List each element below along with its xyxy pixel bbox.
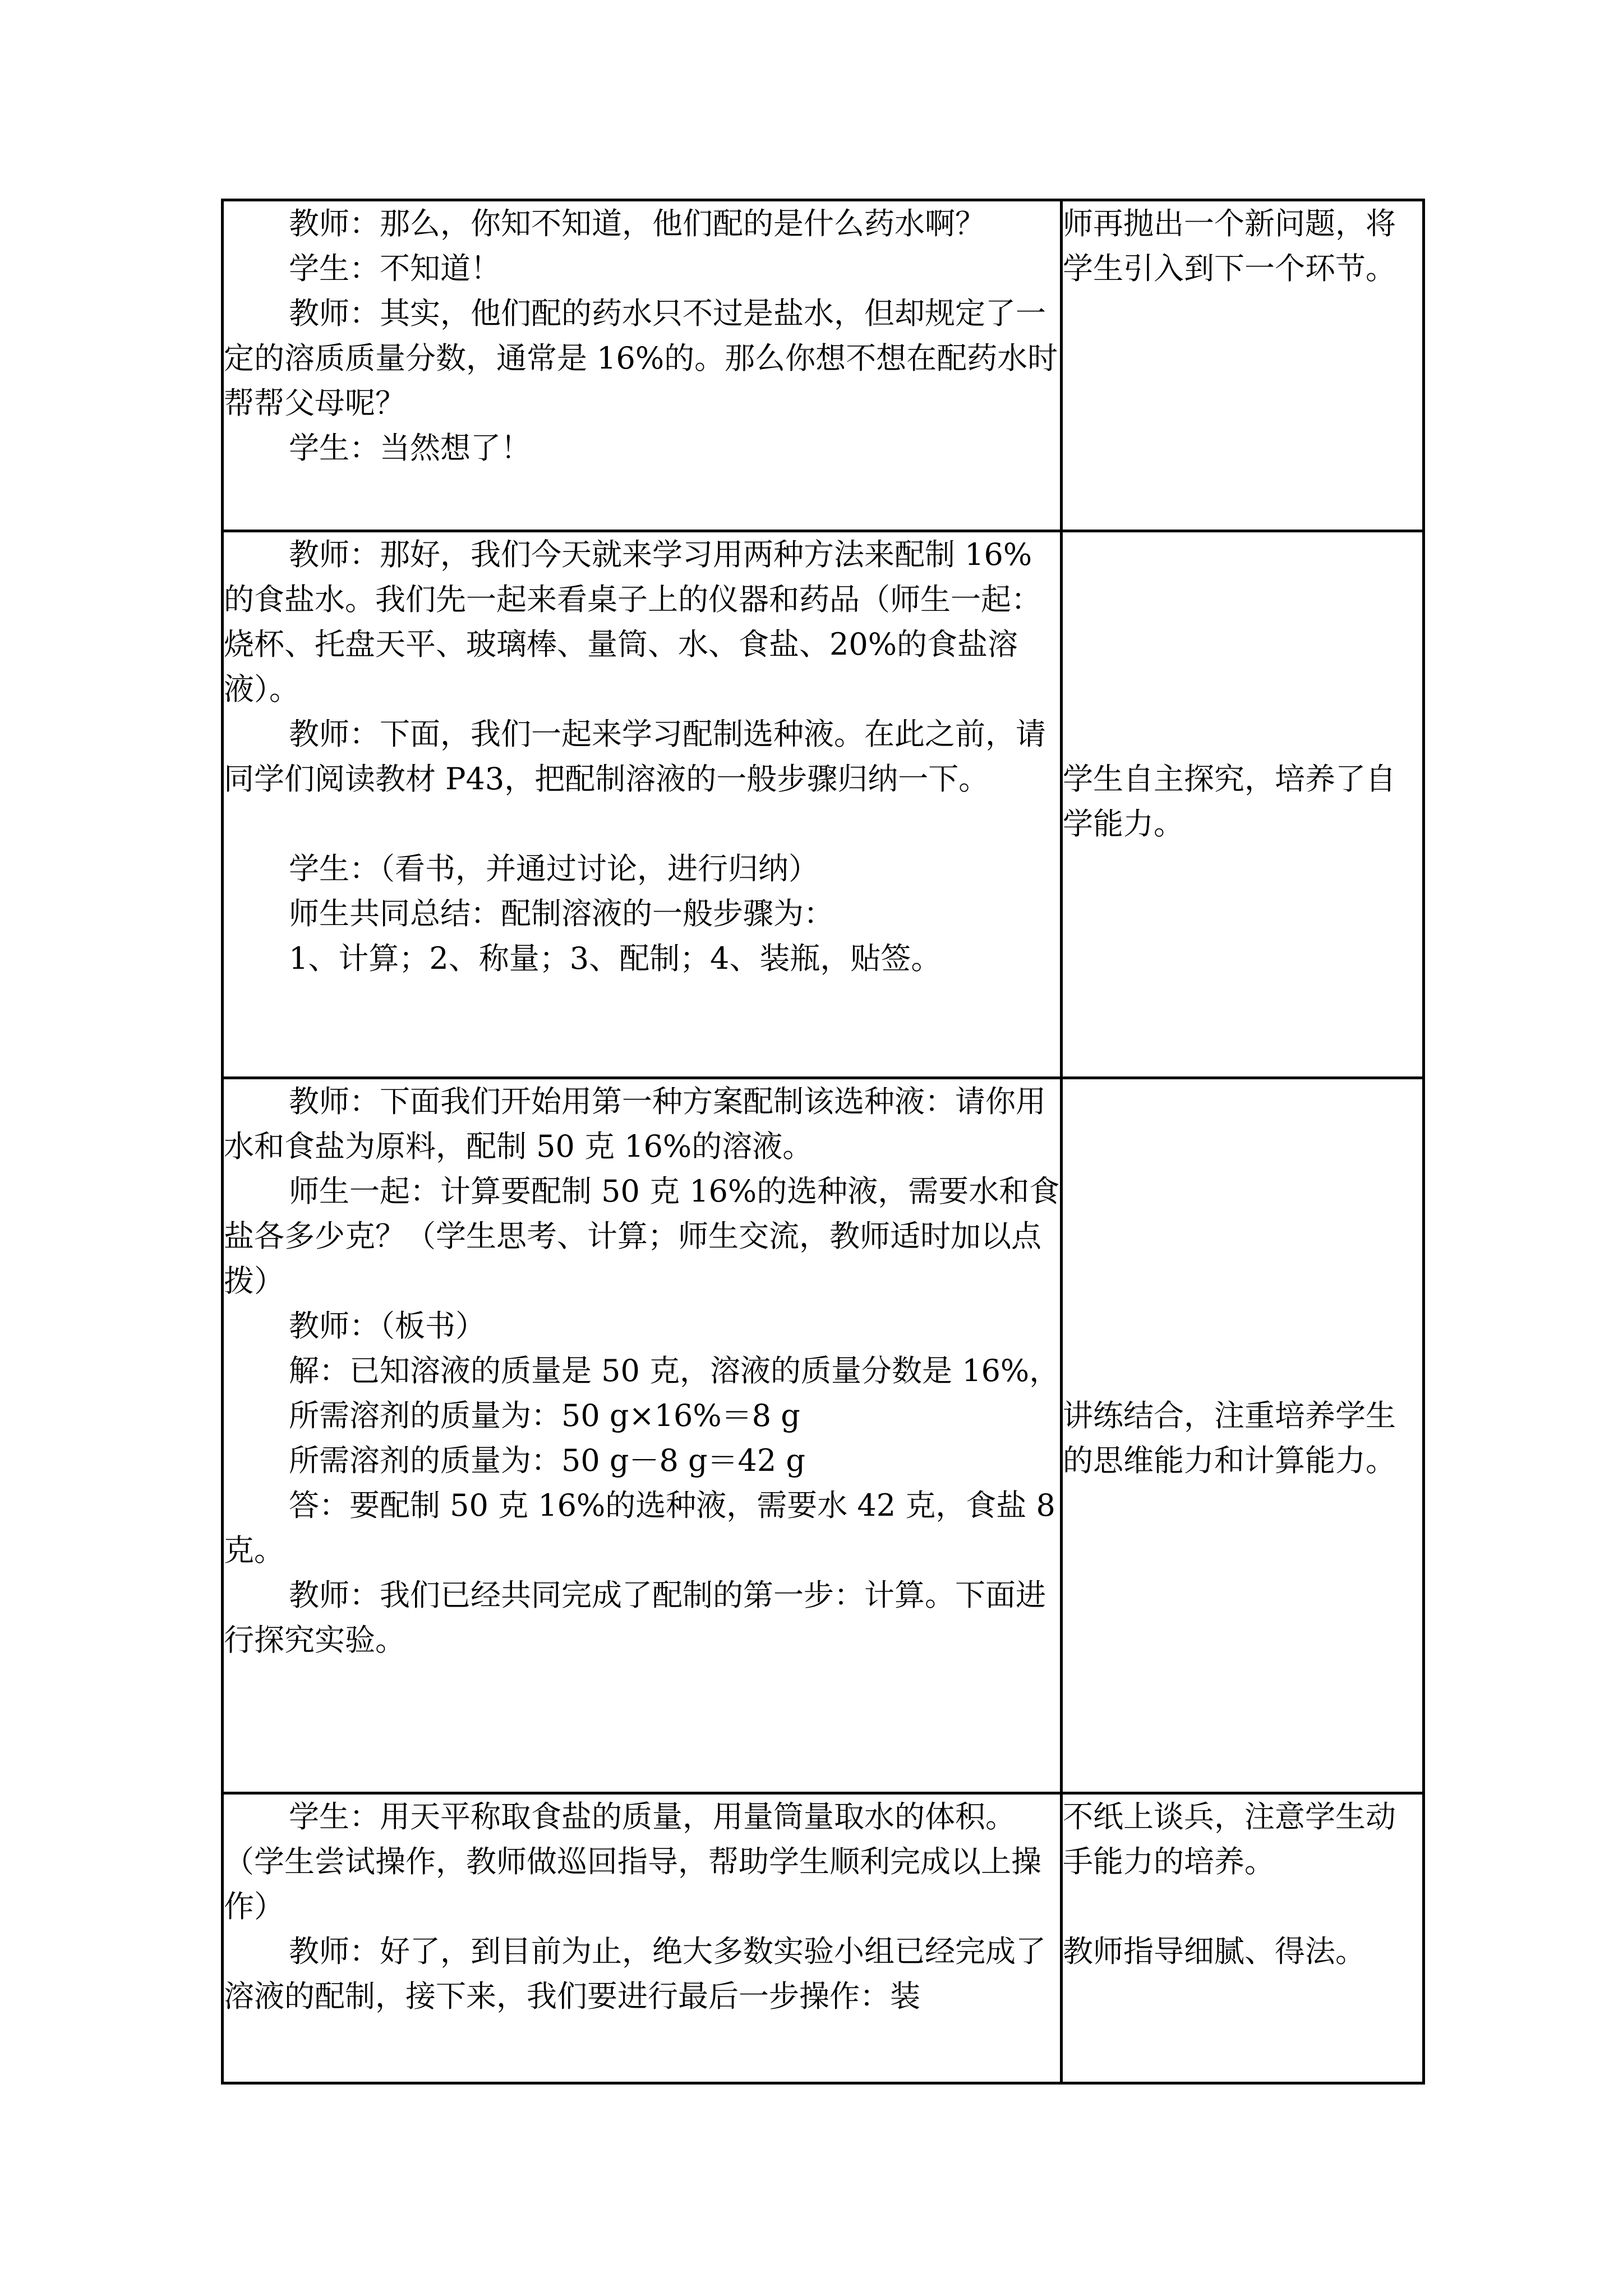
- dialogue-line: 教师：下面，我们一起来学习配制选种液。在此之前，请同学们阅读教材 P43，把配制溶液的一般步骤归纳一下。: [224, 716, 1046, 797]
- dialogue-cell: [223, 200, 1062, 531]
- table-row: [223, 1793, 1424, 2083]
- table-row: [223, 1078, 1424, 1793]
- teaching-note: 讲练结合，注重培养学生的思维能力和计算能力。: [1063, 1398, 1396, 1478]
- dialogue-line: 教师：（板书）: [289, 1308, 486, 1343]
- teaching-note: 师再抛出一个新问题，将学生引入到下一个环节。: [1063, 206, 1396, 286]
- note-cell: [1062, 531, 1424, 1078]
- dialogue-line: 学生：当然想了！: [289, 430, 531, 466]
- teaching-note: 不纸上谈兵，注意学生动手能力的培养。: [1063, 1799, 1396, 1879]
- dialogue-line: 解：已知溶液的质量是 50 克，溶液的质量分数是 16%，: [289, 1353, 1060, 1388]
- dialogue-line: 师生共同总结：配制溶液的一般步骤为：: [289, 896, 834, 931]
- dialogue-line: 1、计算；2、称量；3、配制；4、装瓶，贴签。: [289, 941, 942, 976]
- dialogue-cell: [223, 1078, 1062, 1793]
- dialogue-line: 教师：那好，我们今天就来学习用两种方法来配制 16%的食盐水。我们先一起来看桌子上的仪器和药品（师生一起：烧杯、托盘天平、玻璃棒、量筒、水、食盐、20%的食盐溶液）。: [224, 537, 1041, 707]
- dialogue-line: 所需溶剂的质量为：50 g－8 g＝42 g: [289, 1443, 805, 1478]
- note-cell: [1062, 1793, 1424, 2083]
- table-row: [223, 200, 1424, 531]
- note-cell: [1062, 200, 1424, 531]
- dialogue-line: 学生：用天平称取食盐的质量，用量筒量取水的体积。: [289, 1799, 1016, 1834]
- teaching-note: 学生自主探究，培养了自学能力。: [1063, 761, 1396, 841]
- table-row: [223, 531, 1424, 1078]
- dialogue-line: 答：要配制 50 克 16%的选种液，需要水 42 克，食盐 8 克。: [224, 1488, 1055, 1568]
- dialogue-line: 教师：下面我们开始用第一种方案配制该选种液：请你用水和食盐为原料，配制 50 克 16%的溶液。: [224, 1084, 1046, 1164]
- teaching-note: 教师指导细腻、得法。: [1063, 1934, 1366, 1969]
- dialogue-cell: [223, 1793, 1062, 2083]
- dialogue-line: 教师：好了，到目前为止，绝大多数实验小组已经完成了溶液的配制，接下来，我们要进行最后一步操作：装: [224, 1934, 1046, 2014]
- dialogue-line: 教师：那么，你知不知道，他们配的是什么药水啊？: [289, 206, 985, 241]
- dialogue-cell: [223, 531, 1062, 1078]
- dialogue-line: 学生：不知道！: [289, 251, 501, 286]
- dialogue-line: 师生一起：计算要配制 50 克 16%的选种液，需要水和食盐各多少克？（学生思考、计算；师生交流，教师适时加以点拨）: [224, 1174, 1060, 1299]
- lesson-plan-table: [221, 199, 1425, 2085]
- dialogue-line: 教师：我们已经共同完成了配制的第一步：计算。下面进行探究实验。: [224, 1577, 1046, 1658]
- dialogue-line: 教师：其实，他们配的药水只不过是盐水，但却规定了一定的溶质质量分数，通常是 16%的。那么你想不想在配药水时帮帮父母呢？: [224, 296, 1058, 421]
- dialogue-line: （学生尝试操作，教师做巡回指导，帮助学生顺利完成以上操作）: [224, 1844, 1041, 1924]
- dialogue-line: 学生：（看书，并通过讨论，进行归纳）: [289, 851, 819, 886]
- dialogue-line: 所需溶剂的质量为：50 g×16%＝8 g: [289, 1398, 800, 1433]
- note-cell: [1062, 1078, 1424, 1793]
